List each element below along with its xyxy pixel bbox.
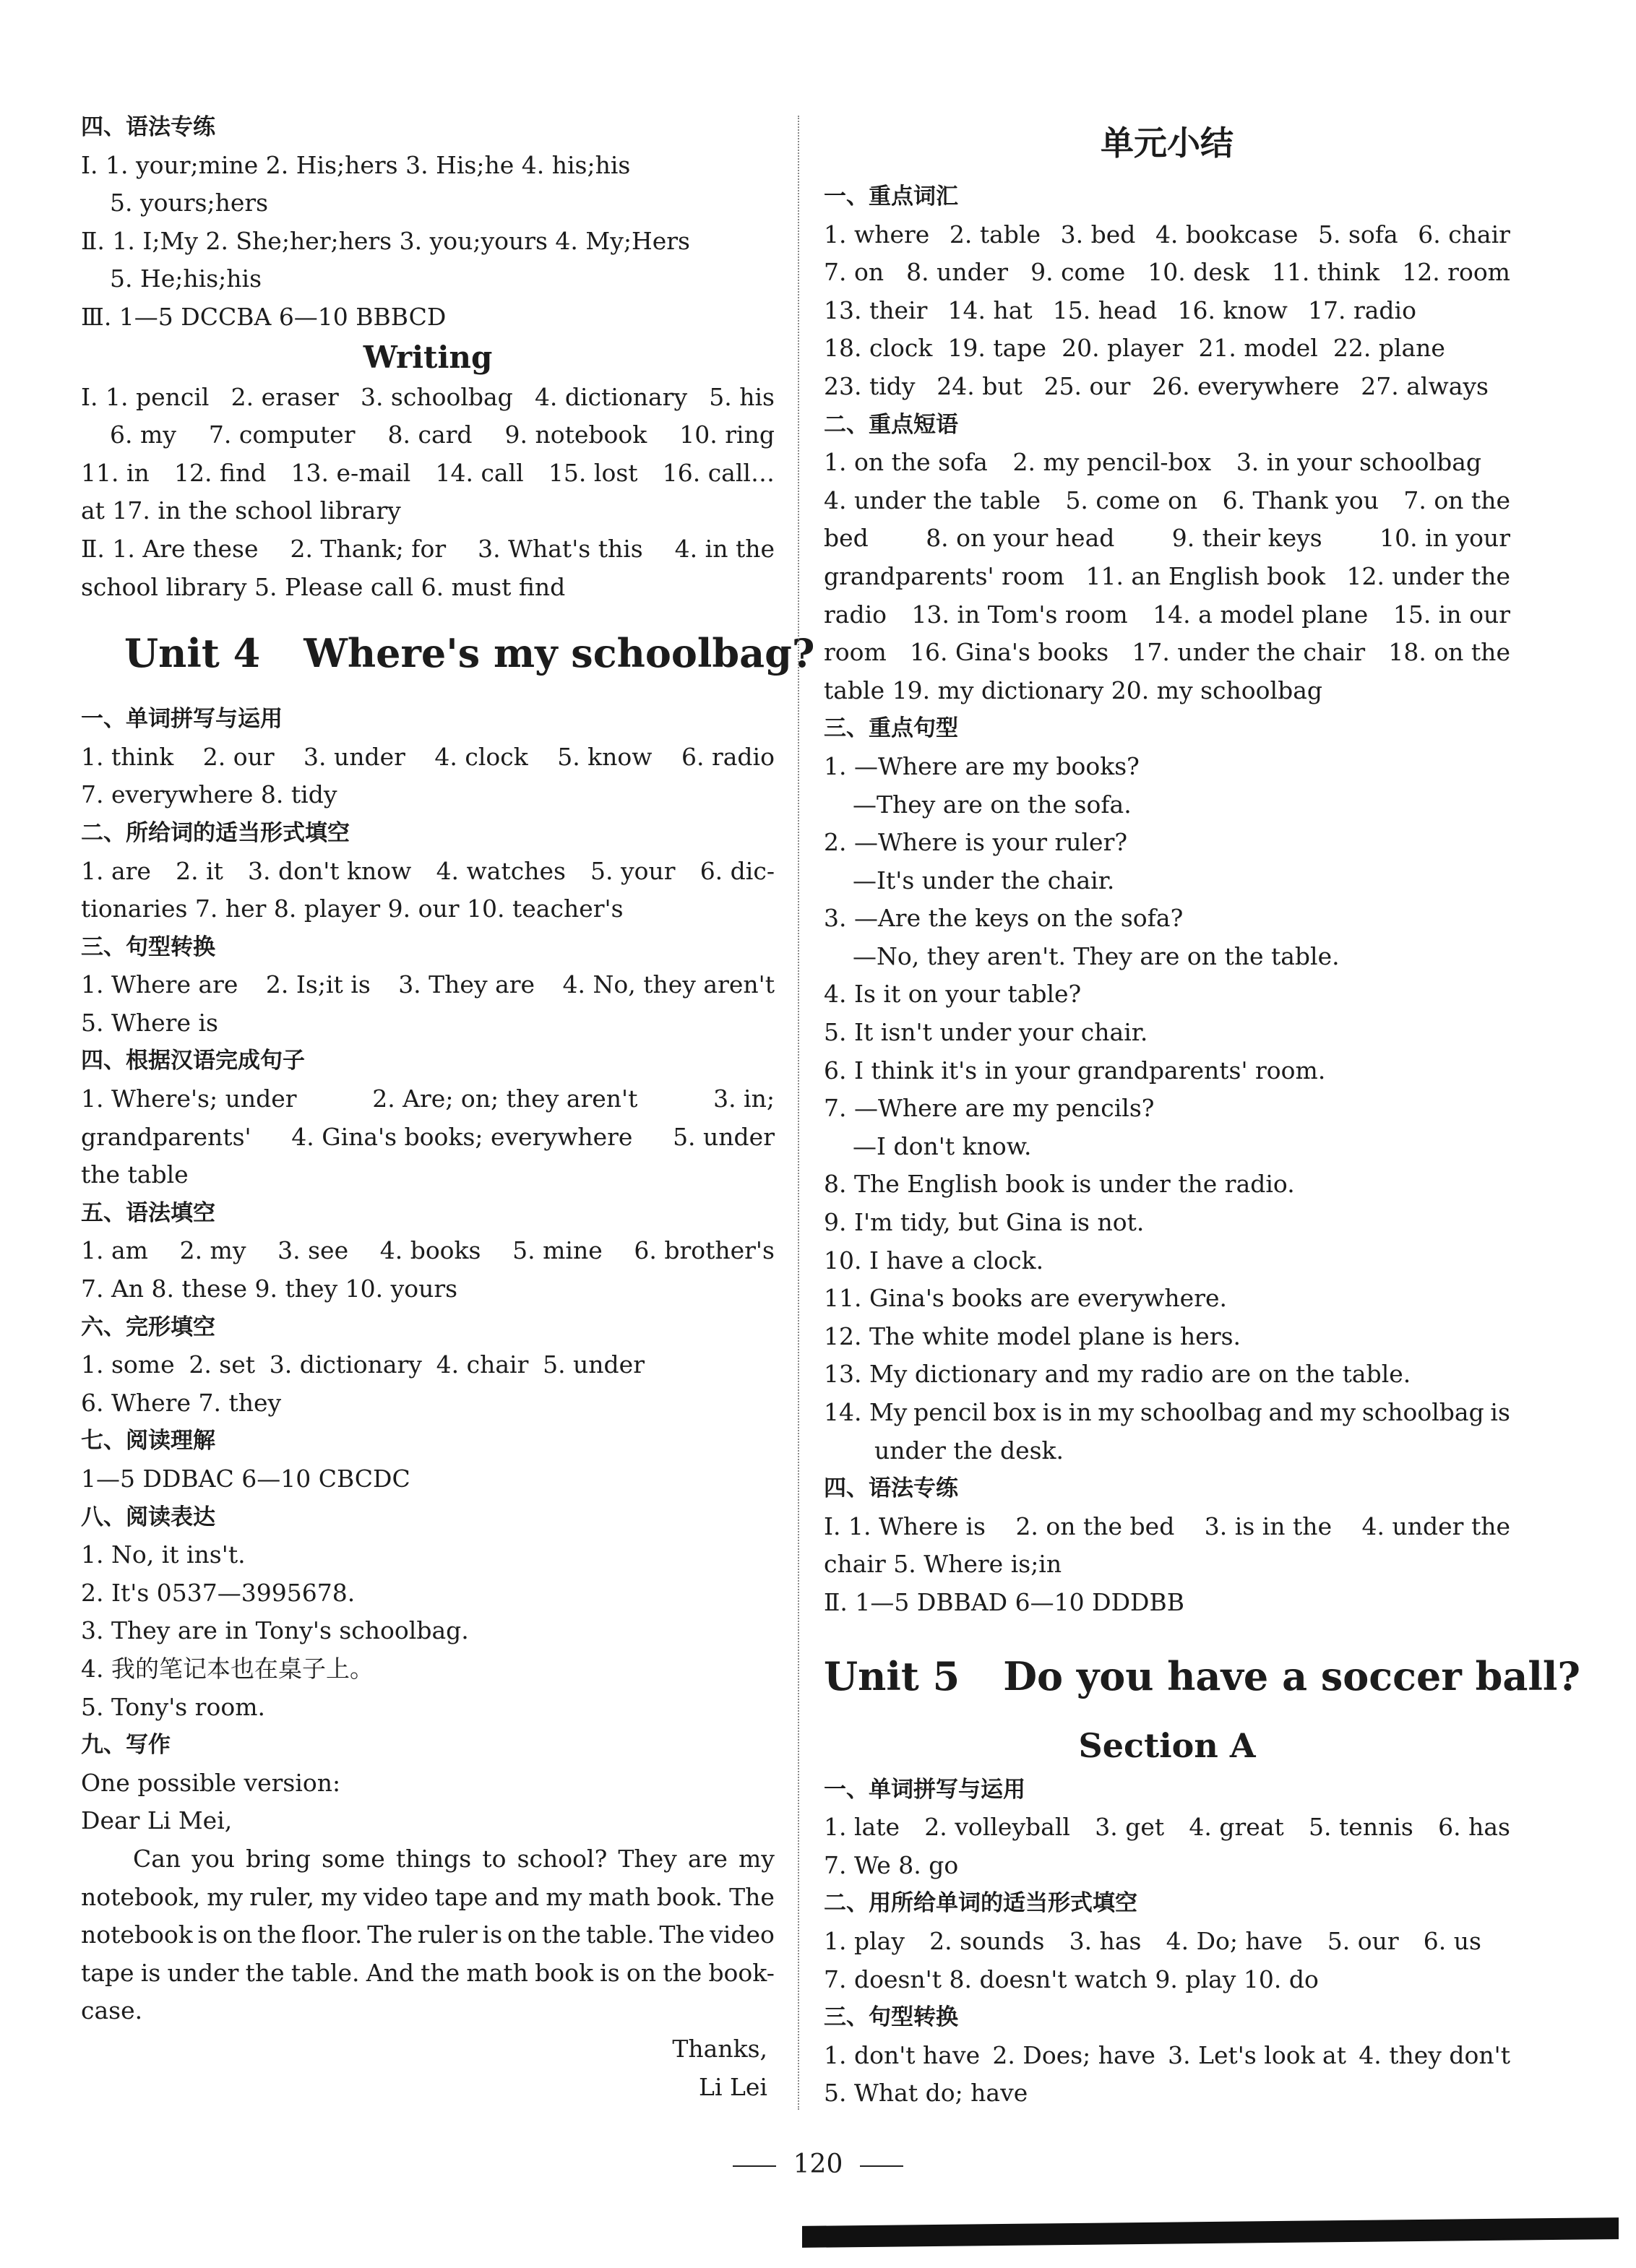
answer-item: bed: [824, 524, 869, 553]
section-heading: 七、阅读理解: [81, 1428, 215, 1454]
answer-item: 4. in the: [674, 534, 775, 563]
answer-item: 3. bed: [1060, 220, 1136, 249]
answer-item: 6. us: [1423, 1926, 1481, 1955]
answer-item: 9. come: [1030, 258, 1126, 287]
answer-item: my: [1098, 1398, 1135, 1426]
answer-item: 5. come on: [1065, 486, 1198, 514]
section-heading: 五、语法填空: [81, 1199, 215, 1226]
answer-line: [824, 368, 1510, 406]
answer-item: book-: [708, 1958, 775, 1987]
section-heading: 九、写作: [81, 1732, 171, 1759]
answer-item: 1. some: [81, 1350, 175, 1379]
answer-line: [824, 596, 1510, 634]
answer-item: 14. My: [824, 1398, 908, 1426]
answer-item: book.: [656, 1882, 723, 1911]
answer-line: under the desk.: [874, 1436, 1064, 1465]
answer-item: 27. always: [1361, 371, 1489, 400]
answer-line: 11. Gina's books are everywhere.: [824, 1284, 1228, 1313]
unit-4-title: [81, 606, 815, 700]
section-heading: 四、根据汉语完成句子: [81, 1048, 305, 1074]
essay-line: [81, 1916, 775, 1954]
answer-item: video: [710, 1920, 775, 1949]
answer-item: 2. set: [189, 1350, 256, 1379]
answer-item: the: [245, 1958, 285, 1987]
column-divider: [798, 116, 799, 2110]
answer-item: 24. but: [937, 371, 1022, 400]
answer-line: 7. everywhere 8. tidy: [81, 780, 337, 809]
answer-item: 2. Are; on; they aren't: [372, 1085, 638, 1113]
answer-item: ruler,: [249, 1882, 314, 1911]
answer-item: 13. their: [824, 296, 928, 324]
answer-item: is: [482, 1920, 503, 1949]
essay-signature: Li Lei: [699, 2072, 767, 2101]
answer-item: room: [824, 638, 887, 667]
answer-item: ruler: [417, 1920, 478, 1949]
answer-line: [824, 254, 1510, 292]
answer-item: 1. are: [81, 856, 151, 885]
answer-item: the: [421, 1958, 460, 1987]
answer-line: 9. I'm tidy, but Gina is not.: [824, 1208, 1145, 1237]
answer-item: 11. in: [81, 458, 150, 487]
answer-item: 5. under: [673, 1122, 775, 1151]
unit-label: Unit 5: [824, 1652, 960, 1699]
answer-item: 2. volleyball: [924, 1813, 1070, 1842]
answer-item: 4. under the table: [824, 486, 1041, 514]
answer-line: [81, 1346, 775, 1384]
answer-line: [81, 853, 775, 891]
answer-item: tape: [81, 1958, 134, 1987]
answer-item: 15. lost: [548, 458, 638, 487]
answer-line: 7. We 8. go: [824, 1850, 959, 1879]
answer-item: 18. on the: [1388, 638, 1510, 667]
answer-item: Can: [133, 1844, 181, 1873]
answer-line: [824, 329, 1510, 368]
answer-item: my: [739, 1844, 775, 1873]
answer-item: bring: [246, 1844, 311, 1873]
answer-item: 15. head: [1052, 296, 1158, 324]
answer-line: [81, 1118, 775, 1157]
answer-item: 2. my pencil-box: [1012, 448, 1212, 477]
answer-item: 26. everywhere: [1152, 371, 1340, 400]
answer-item: 12. find: [173, 458, 267, 487]
answer-item: 13. e-mail: [290, 458, 411, 487]
answer-item: 3. see: [277, 1236, 349, 1265]
section-heading: 一、单词拼写与运用: [824, 1776, 1025, 1803]
essay-line: [81, 1840, 775, 1879]
answer-line: 13. My dictionary and my radio are on the table.: [824, 1360, 1411, 1389]
answer-item: 1. am: [81, 1236, 148, 1265]
answer-item: 5. our: [1327, 1926, 1399, 1955]
answer-item: 2. eraser: [231, 382, 339, 411]
answer-item: 8. on your head: [926, 524, 1115, 553]
answer-item: on: [507, 1920, 538, 1949]
answer-line: 3. —Are the keys on the sofa?: [824, 904, 1184, 933]
answer-item: 5. sofa: [1317, 220, 1398, 249]
page-number: 120: [793, 2150, 843, 2179]
answer-item: Ⅱ. 1. Are these: [81, 534, 259, 563]
answer-item: 3. don't know: [248, 856, 412, 885]
section-heading: 六、完形填空: [81, 1314, 215, 1340]
answer-item: floor.: [301, 1920, 363, 1949]
answer-item: 10. desk: [1148, 258, 1249, 287]
answer-line: [81, 530, 775, 569]
answer-item: video: [363, 1882, 429, 1911]
answer-item: 21. model: [1198, 334, 1318, 363]
answer-item: in: [1068, 1398, 1092, 1426]
answer-line: —I don't know.: [853, 1131, 1032, 1160]
answer-line: [81, 379, 775, 417]
answer-item: 7. computer: [208, 421, 356, 449]
answer-line: 7. —Where are my pencils?: [824, 1094, 1155, 1123]
answer-item: 8. under: [906, 258, 1009, 287]
answer-item: is: [197, 1920, 218, 1949]
answer-item: 11. think: [1271, 258, 1380, 287]
answer-line: 12. The white model plane is hers.: [824, 1321, 1241, 1350]
answer-item: math: [588, 1882, 650, 1911]
answer-item: 3. What's this: [478, 534, 643, 563]
answer-item: 4. Do; have: [1166, 1926, 1303, 1955]
answer-line: [824, 482, 1510, 520]
answer-item: grandparents' room: [824, 561, 1064, 590]
answer-line: 4. Is it on your table?: [824, 980, 1082, 1009]
answer-item: math: [466, 1958, 528, 1987]
answer-line: [824, 1808, 1510, 1847]
answer-item: 5. know: [557, 742, 653, 771]
answer-line: Ⅱ. 1—5 DBBAD 6—10 DDDBB: [824, 1587, 1184, 1616]
answer-item: to: [482, 1844, 507, 1873]
answer-item: 6. my: [110, 421, 176, 449]
answer-line: [824, 216, 1510, 254]
answer-item: 19. tape: [947, 334, 1046, 363]
answer-item: 1. where: [824, 220, 930, 249]
answer-item: 3. is in the: [1204, 1512, 1333, 1540]
answer-item: 4. they don't: [1359, 2040, 1510, 2069]
answer-item: 14. call: [435, 458, 524, 487]
answer-line: 5. Tony's room.: [81, 1692, 265, 1721]
answer-line: [81, 416, 775, 454]
answer-item: 9. their keys: [1171, 524, 1322, 553]
right-column: [824, 108, 1581, 2113]
answer-item: 4. books: [379, 1236, 481, 1265]
answer-line: [824, 1923, 1510, 1961]
answer-item: some: [322, 1844, 385, 1873]
section-heading: 一、单词拼写与运用: [81, 706, 283, 733]
answer-item: 6. dic-: [699, 856, 775, 885]
answer-line: 2. It's 0537—3995678.: [81, 1578, 356, 1607]
answer-item: 17. radio: [1307, 296, 1416, 324]
answer-item: 7. on the: [1403, 486, 1510, 514]
answer-item: the: [542, 1920, 582, 1949]
answer-item: notebook: [81, 1920, 193, 1949]
answer-line: 2. —Where is your ruler?: [824, 828, 1128, 857]
answer-line: 1—5 DDBAC 6—10 CBCDC: [81, 1465, 410, 1493]
answer-item: on: [223, 1920, 253, 1949]
answer-line: 6. Where 7. they: [81, 1388, 282, 1417]
answer-item: 7. on: [824, 258, 884, 287]
answer-item: school?: [517, 1844, 608, 1873]
answer-item: my: [320, 1882, 357, 1911]
answer-item: 4. bookcase: [1155, 220, 1299, 249]
answer-line: [81, 738, 775, 777]
answer-line: [81, 966, 775, 1004]
answer-item: The: [659, 1920, 705, 1949]
answer-item: 6. chair: [1418, 220, 1510, 249]
answer-item: 5. your: [590, 856, 676, 885]
answer-line: [824, 519, 1510, 558]
answer-item: is: [1490, 1398, 1510, 1426]
section-heading: 八、阅读表达: [81, 1504, 215, 1530]
answer-line: 7. doesn't 8. doesn't watch 9. play 10. do: [824, 1965, 1319, 1993]
section-heading: 二、所给词的适当形式填空: [81, 819, 350, 846]
answer-item: 2. it: [176, 856, 223, 885]
answer-item: 15. in our: [1392, 600, 1510, 629]
answer-line: 1. —Where are my books?: [824, 751, 1140, 780]
answer-line: 5. He;his;his: [110, 264, 262, 293]
answer-item: 14. hat: [947, 296, 1033, 324]
answer-line: —They are on the sofa.: [853, 790, 1132, 819]
answer-line: Dear Li Mei,: [81, 1806, 233, 1835]
answer-line: [81, 1232, 775, 1270]
answer-item: 4. Gina's books; everywhere: [291, 1122, 633, 1151]
section-heading: 四、语法专练: [81, 114, 215, 140]
answer-item: and: [494, 1882, 540, 1911]
answer-item: pencil: [913, 1398, 987, 1426]
answer-item: 12. under the: [1346, 561, 1510, 590]
answer-item: book: [535, 1958, 593, 1987]
unit-label: Unit 4: [124, 630, 261, 677]
answer-item: 22. plane: [1333, 334, 1445, 363]
answer-item: you: [191, 1844, 236, 1873]
answer-line: 10. I have a clock.: [824, 1246, 1044, 1275]
essay-line: [81, 1879, 775, 1917]
answer-line: Ⅰ. 1. your;mine 2. His;hers 3. His;he 4. his;his: [81, 150, 631, 179]
answer-line: [824, 1508, 1510, 1546]
answer-line: school library 5. Please call 6. must find: [81, 572, 566, 601]
answer-line: One possible version:: [81, 1768, 341, 1797]
answer-item: 12. room: [1402, 258, 1510, 287]
answer-item: 4. watches: [436, 856, 566, 885]
answer-item: 6. Thank you: [1222, 486, 1379, 514]
answer-line: Ⅲ. 1—5 DCCBA 6—10 BBBCD: [81, 302, 447, 331]
answer-item: 6. has: [1438, 1813, 1510, 1842]
answer-item: 1. late: [824, 1813, 900, 1842]
section-heading: 三、句型转换: [824, 2004, 958, 2031]
answer-item: 25. our: [1043, 371, 1131, 400]
answer-item: table.: [290, 1958, 360, 1987]
answer-item: my: [207, 1882, 244, 1911]
section-heading: 二、用所给单词的适当形式填空: [824, 1890, 1137, 1917]
answer-line: [824, 2037, 1510, 2075]
answer-item: 13. in Tom's room: [911, 600, 1128, 629]
section-heading: 二、重点短语: [824, 411, 958, 438]
answer-item: 5. his: [709, 382, 775, 411]
answer-line: at 17. in the school library: [81, 496, 401, 525]
answer-item: 2. sounds: [929, 1926, 1045, 1955]
section-a-title: Section A: [1078, 1725, 1256, 1765]
essay-signoff: Thanks,: [672, 2034, 767, 2063]
section-heading: 四、语法专练: [824, 1475, 958, 1502]
answer-line: 7. An 8. these 9. they 10. yours: [81, 1275, 458, 1303]
answer-item: 9. notebook: [504, 421, 647, 449]
answer-item: 3. has: [1069, 1926, 1142, 1955]
answer-item: 4. No, they aren't: [562, 970, 775, 999]
answer-item: table.: [585, 1920, 655, 1949]
answer-item: 3. under: [303, 742, 405, 771]
unit-summary-title: 单元小结: [1101, 124, 1234, 163]
answer-item: 2. my: [179, 1236, 246, 1265]
answer-line: [81, 1080, 775, 1118]
answer-item: radio: [824, 600, 887, 629]
answer-item: 3. in;: [713, 1085, 775, 1113]
answer-item: grandparents': [81, 1122, 251, 1151]
answer-item: 20. player: [1062, 334, 1184, 363]
answer-item: box: [993, 1398, 1036, 1426]
answer-item: is: [1042, 1398, 1063, 1426]
answer-item: 1. don't have: [824, 2040, 981, 2069]
footer-dash: [860, 2165, 903, 2167]
answer-item: the: [663, 1958, 702, 1987]
unit-5-title: [824, 1629, 1581, 1723]
answer-item: 14. a model plane: [1153, 600, 1369, 629]
answer-item: 3. dictionary: [269, 1350, 422, 1379]
answer-line: —No, they aren't. They are on the table.: [853, 941, 1340, 970]
answer-item: The: [367, 1920, 413, 1949]
answer-line: [824, 1394, 1510, 1432]
answer-line: [824, 444, 1510, 482]
answer-item: 1. think: [81, 742, 174, 771]
writing-title: Writing: [363, 339, 493, 375]
answer-item: 2. on the bed: [1015, 1512, 1175, 1540]
answer-line: [824, 558, 1510, 596]
answer-line: 5. yours;hers: [110, 189, 269, 217]
answer-line: 5. It isn't under your chair.: [824, 1018, 1148, 1047]
answer-item: 1. play: [824, 1926, 905, 1955]
answer-item: 2. Does; have: [992, 2040, 1155, 2069]
answer-item: 16. know: [1177, 296, 1288, 324]
answer-item: 2. table: [949, 220, 1041, 249]
answer-line: [824, 292, 1510, 330]
answer-line: 1. No, it ins't.: [81, 1540, 246, 1569]
answer-item: my: [1319, 1398, 1356, 1426]
answer-item: 18. clock: [824, 334, 933, 363]
section-heading: 三、句型转换: [81, 933, 215, 960]
answer-line: 8. The English book is under the radio.: [824, 1170, 1295, 1199]
answer-item: my: [546, 1882, 582, 1911]
answer-line: —It's under the chair.: [853, 866, 1115, 894]
answer-item: schoolbag: [1140, 1398, 1262, 1426]
answer-item: on: [626, 1958, 656, 1987]
answer-line: 5. Where is: [81, 1008, 218, 1037]
answer-item: 2. Is;it is: [265, 970, 371, 999]
answer-item: 4. great: [1189, 1813, 1284, 1842]
answer-item: Ⅰ. 1. pencil: [81, 382, 210, 411]
answer-line: 4. 我的笔记本也在桌子上。: [81, 1654, 374, 1683]
essay-line: [81, 1954, 775, 1993]
answer-item: 3. They are: [398, 970, 535, 999]
answer-item: schoolbag: [1361, 1398, 1484, 1426]
answer-item: 11. an English book: [1085, 561, 1325, 590]
answer-item: 4. dictionary: [534, 382, 688, 411]
answer-item: 5. tennis: [1309, 1813, 1413, 1842]
answer-item: things: [395, 1844, 472, 1873]
answer-item: 3. get: [1095, 1813, 1165, 1842]
answer-item: 16. call…: [662, 458, 775, 487]
section-heading: 一、重点词汇: [824, 184, 958, 210]
answer-item: 4. under the: [1361, 1512, 1510, 1540]
answer-item: 1. Where are: [81, 970, 238, 999]
answer-item: notebook,: [81, 1882, 201, 1911]
answer-item: 8. card: [387, 421, 473, 449]
page-footer: [0, 2150, 1636, 2179]
answer-item: 1. Where's; under: [81, 1085, 297, 1113]
answer-item: Ⅰ. 1. Where is: [824, 1512, 986, 1540]
unit-heading: Where's my schoolbag?: [303, 630, 815, 677]
answer-item: 3. in your schoolbag: [1236, 448, 1481, 477]
scan-edge-shadow: [802, 2217, 1619, 2248]
answer-item: 2. our: [202, 742, 275, 771]
answer-item: 6. radio: [681, 742, 775, 771]
answer-item: 10. in your: [1379, 524, 1510, 553]
answer-item: 4. chair: [436, 1350, 529, 1379]
answer-line: chair 5. Where is;in: [824, 1550, 1062, 1579]
footer-dash: [733, 2165, 776, 2167]
answer-line: the table: [81, 1160, 189, 1189]
answer-line: 3. They are in Tony's schoolbag.: [81, 1616, 469, 1645]
answer-item: 17. under the chair: [1132, 638, 1366, 667]
left-column: [81, 108, 815, 2106]
answer-item: They: [618, 1844, 677, 1873]
answer-item: 16. Gina's books: [910, 638, 1109, 667]
answer-line: 5. What do; have: [824, 2079, 1028, 2108]
answer-item: 2. Thank; for: [290, 534, 447, 563]
essay-line: case.: [81, 1996, 143, 2025]
answer-item: is: [600, 1958, 620, 1987]
answer-item: The: [729, 1882, 775, 1911]
answer-line: Ⅱ. 1. I;My 2. She;her;hers 3. you;yours 4. My;Hers: [81, 226, 690, 255]
answer-item: 23. tidy: [824, 371, 916, 400]
answer-item: and: [1268, 1398, 1314, 1426]
answer-item: 10. ring: [679, 421, 775, 449]
answer-item: And: [366, 1958, 414, 1987]
answer-item: 5. mine: [512, 1236, 603, 1265]
unit-heading: Do you have a soccer ball?: [1003, 1652, 1581, 1699]
answer-item: 6. brother's: [634, 1236, 775, 1265]
answer-item: 5. under: [543, 1350, 645, 1379]
answer-line: [81, 454, 775, 493]
answer-item: 1. on the sofa: [824, 448, 988, 477]
answer-item: the: [257, 1920, 297, 1949]
answer-item: is: [140, 1958, 161, 1987]
answer-item: under: [167, 1958, 239, 1987]
answer-line: table 19. my dictionary 20. my schoolbag: [824, 676, 1322, 704]
answer-line: [824, 634, 1510, 672]
answer-item: 4. clock: [434, 742, 528, 771]
answer-line: 6. I think it's in your grandparents' room.: [824, 1056, 1326, 1085]
answer-item: are: [687, 1844, 728, 1873]
section-heading: 三、重点句型: [824, 715, 958, 742]
answer-item: 3. schoolbag: [360, 382, 513, 411]
answer-line: tionaries 7. her 8. player 9. our 10. teacher's: [81, 894, 624, 923]
answer-item: 3. Let's look at: [1168, 2040, 1346, 2069]
answer-item: tape: [434, 1882, 488, 1911]
